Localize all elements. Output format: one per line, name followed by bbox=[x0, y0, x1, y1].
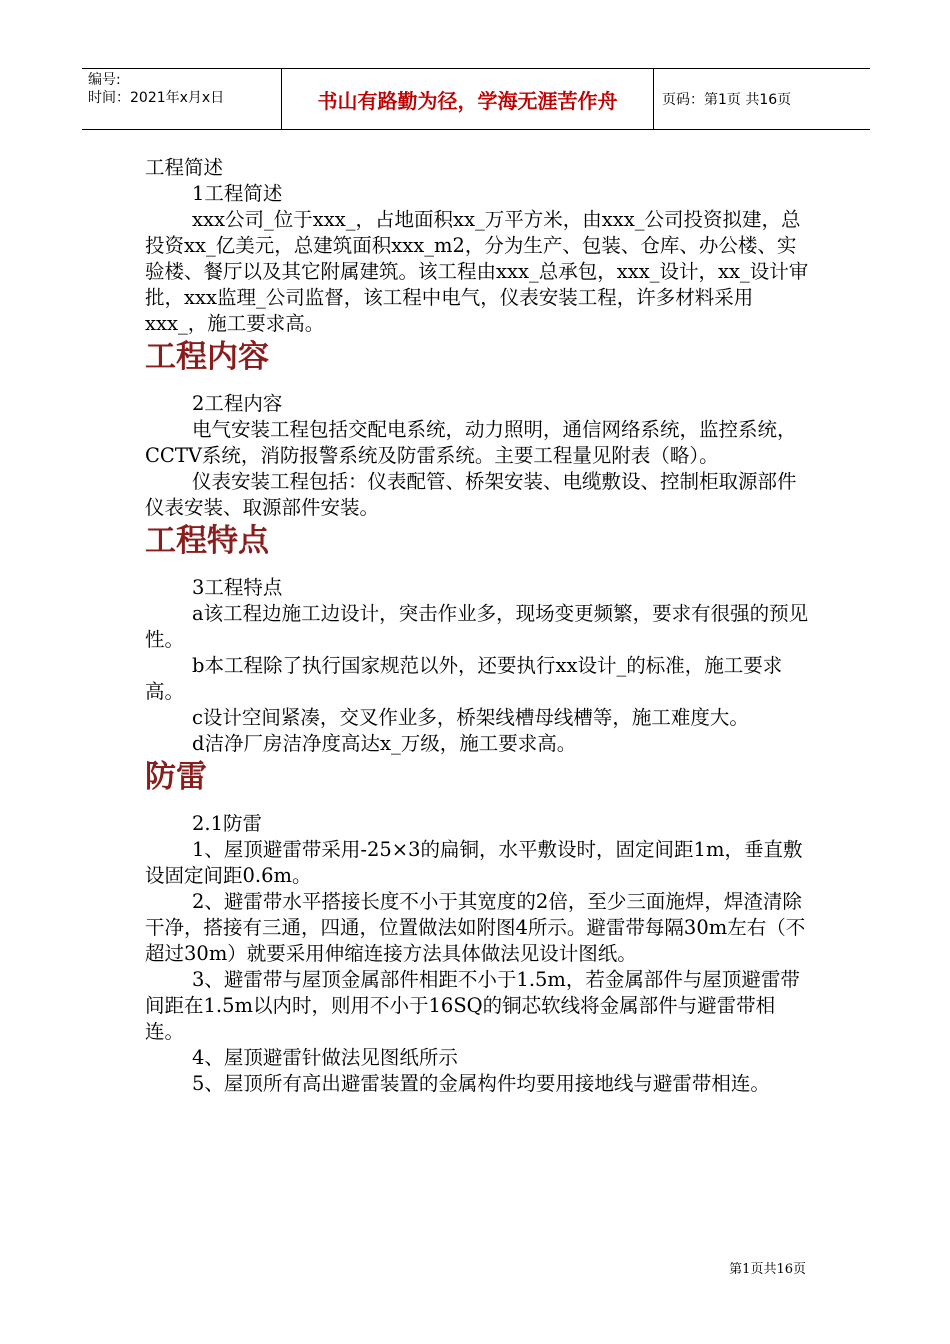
document-body bbox=[145, 155, 810, 1097]
section3-item-d: d洁净厂房洁净度高达x_万级，施工要求高。 bbox=[192, 732, 577, 755]
page-header bbox=[82, 68, 870, 130]
section3-subtitle: 3工程特点 bbox=[192, 576, 283, 599]
number-label: 编号: bbox=[88, 72, 121, 88]
section4-item-2: 2、避雷带水平搭接长度不小于其宽度的2倍，至少三面施焊，焊渣清除干净，搭接有三通，四通，位置做法如附图4所示。避雷带每隔30m左右（不超过30m）就要采用伸缩连接方法具体做法见设计图纸。 bbox=[145, 890, 806, 965]
header-meta bbox=[82, 69, 282, 129]
section2-paragraph-1: 电气安装工程包括交配电系统，动力照明，通信网络系统，监控系统，CCTV系统，消防报警系统及防雷系统。主要工程量见附表（略）。 bbox=[145, 418, 797, 467]
section4-subtitle: 2.1防雷 bbox=[192, 812, 263, 835]
section3-item-b: b本工程除了执行国家规范以外，还要执行xx设计_的标准，施工要求高。 bbox=[145, 654, 783, 703]
section2-subtitle: 2工程内容 bbox=[192, 392, 283, 415]
header-page-label: 页码：第1页 共16页 bbox=[662, 92, 792, 108]
section3-item-a: a该工程边施工边设计，突击作业多，现场变更频繁，要求有很强的预见性。 bbox=[145, 602, 809, 651]
doc-title: 工程简述 bbox=[145, 156, 224, 179]
section4-item-4: 4、屋顶避雷针做法见图纸所示 bbox=[192, 1046, 458, 1069]
section4-item-5: 5、屋顶所有高出避雷装置的金属构件均要用接地线与避雷带相连。 bbox=[192, 1072, 770, 1095]
time-label: 时间：2021年x月x日 bbox=[88, 90, 225, 106]
section4-item-1: 1、屋顶避雷带采用-25×3的扁铜，水平敷设时，固定间距1m，垂直敷设固定间距0.6m。 bbox=[145, 838, 803, 887]
heading-content: 工程内容 bbox=[145, 339, 269, 375]
section3-item-c: c设计空间紧凑，交叉作业多，桥架线槽母线槽等，施工难度大。 bbox=[192, 706, 749, 729]
section4-item-3: 3、避雷带与屋顶金属部件相距不小于1.5m，若金属部件与屋顶避雷带间距在1.5m以内时，则用不小于16SQ的铜芯软线将金属部件与避雷带相连。 bbox=[145, 968, 800, 1043]
heading-lightning: 防雷 bbox=[145, 759, 207, 795]
heading-features: 工程特点 bbox=[145, 523, 269, 559]
header-motto: 书山有路勤为径，学海无涯苦作舟 bbox=[282, 69, 654, 129]
section1-subtitle: 1工程简述 bbox=[192, 182, 283, 205]
section1-paragraph: xxx公司_位于xxx_，占地面积xx_万平方米，由xxx_公司投资拟建，总投资xx_亿美元，总建筑面积xxx_m2，分为生产、包装、仓库、办公楼、实验楼、餐厅以及其它附属建筑。该工程由xxx_总承包，xxx_设计，xx_设计审批，xxx监理_公司监督，该工程中电气，仪表安装工程，许多材料采用xxx_，施工要求高。 bbox=[145, 208, 809, 335]
page-footer: 第1页共16页 bbox=[729, 1262, 806, 1277]
section2-paragraph-2: 仪表安装工程包括：仪表配管、桥架安装、电缆敷设、控制柜取源部件仪表安装、取源部件安装。 bbox=[145, 470, 797, 519]
